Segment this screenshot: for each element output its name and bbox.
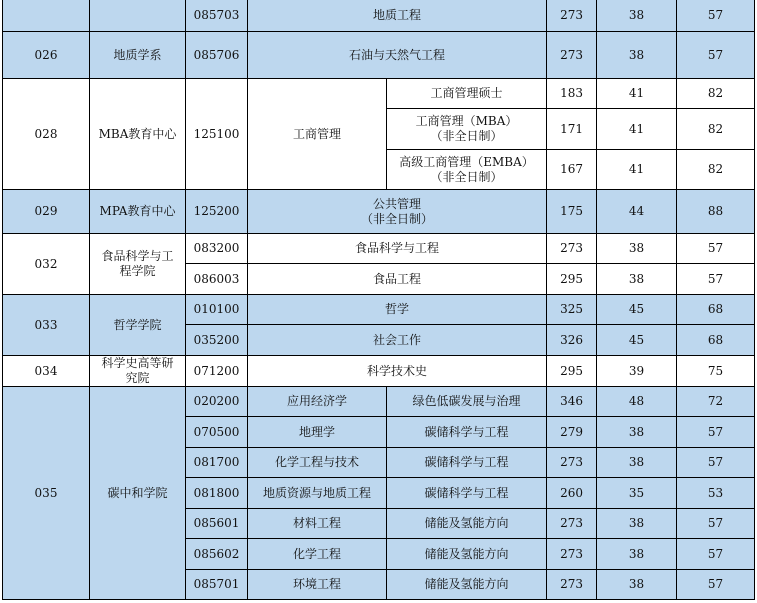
table-row (3, 79, 755, 109)
unit-name-cell: MBA教育中心 (90, 79, 186, 190)
unit-name-cell (90, 0, 186, 32)
single-150-score-cell: 53 (677, 478, 755, 509)
major-name-cell: 地理学 (248, 417, 387, 448)
direction-cell: 工商管理（MBA） （非全日制） (387, 109, 547, 150)
total-score-cell: 260 (547, 478, 597, 509)
single-100-score-cell: 38 (597, 448, 677, 478)
single-150-score-cell: 57 (677, 0, 755, 32)
total-score-cell: 273 (547, 234, 597, 264)
unit-code-cell: 029 (3, 190, 90, 234)
single-150-score-cell: 75 (677, 356, 755, 387)
total-score-cell: 295 (547, 356, 597, 387)
direction-cell: 储能及氢能方向 (387, 570, 547, 600)
major-name-cell: 科学技术史 (248, 356, 547, 387)
total-score-cell: 273 (547, 32, 597, 79)
unit-code-cell: 026 (3, 32, 90, 79)
single-100-score-cell: 41 (597, 79, 677, 109)
major-code-cell: 035200 (186, 325, 248, 356)
single-150-score-cell: 57 (677, 234, 755, 264)
total-score-cell: 175 (547, 190, 597, 234)
single-100-score-cell: 38 (597, 570, 677, 600)
score-table (2, 0, 755, 600)
major-code-cell: 125200 (186, 190, 248, 234)
unit-code-cell: 034 (3, 356, 90, 387)
major-name-cell: 化学工程 (248, 539, 387, 570)
single-100-score-cell: 38 (597, 417, 677, 448)
direction-cell: 高级工商管理（EMBA） （非全日制） (387, 150, 547, 190)
major-name-cell: 地质资源与地质工程 (248, 478, 387, 509)
direction-cell: 碳储科学与工程 (387, 448, 547, 478)
major-name-cell: 社会工作 (248, 325, 547, 356)
single-150-score-cell: 82 (677, 109, 755, 150)
total-score-cell: 171 (547, 109, 597, 150)
direction-cell: 储能及氢能方向 (387, 509, 547, 539)
total-score-cell: 295 (547, 264, 597, 295)
table-row (3, 234, 755, 264)
single-100-score-cell: 41 (597, 109, 677, 150)
major-code-cell: 070500 (186, 417, 248, 448)
single-150-score-cell: 57 (677, 417, 755, 448)
major-code-cell: 071200 (186, 356, 248, 387)
total-score-cell: 167 (547, 150, 597, 190)
major-code-cell: 083200 (186, 234, 248, 264)
total-score-cell: 273 (547, 539, 597, 570)
table-row (3, 32, 755, 79)
direction-cell: 碳储科学与工程 (387, 417, 547, 448)
table-row (3, 387, 755, 417)
single-150-score-cell: 68 (677, 325, 755, 356)
major-name-cell: 工商管理 (248, 79, 387, 190)
unit-name-cell: 地质学系 (90, 32, 186, 79)
single-150-score-cell: 57 (677, 264, 755, 295)
single-150-score-cell: 57 (677, 32, 755, 79)
table-row (3, 356, 755, 387)
single-100-score-cell: 44 (597, 190, 677, 234)
total-score-cell: 273 (547, 448, 597, 478)
unit-name-cell: 食品科学与工 程学院 (90, 234, 186, 295)
table-row (3, 190, 755, 234)
major-code-cell: 081800 (186, 478, 248, 509)
major-name-cell: 哲学 (248, 295, 547, 325)
unit-code-cell: 033 (3, 295, 90, 356)
major-code-cell: 010100 (186, 295, 248, 325)
major-name-cell: 石油与天然气工程 (248, 32, 547, 79)
direction-cell: 绿色低碳发展与治理 (387, 387, 547, 417)
major-code-cell: 020200 (186, 387, 248, 417)
single-100-score-cell: 39 (597, 356, 677, 387)
total-score-cell: 273 (547, 509, 597, 539)
major-name-cell: 环境工程 (248, 570, 387, 600)
unit-name-cell: 科学史高等研 究院 (90, 356, 186, 387)
single-100-score-cell: 41 (597, 150, 677, 190)
major-code-cell: 085602 (186, 539, 248, 570)
single-100-score-cell: 35 (597, 478, 677, 509)
single-100-score-cell: 38 (597, 234, 677, 264)
total-score-cell: 273 (547, 570, 597, 600)
total-score-cell: 279 (547, 417, 597, 448)
single-150-score-cell: 57 (677, 448, 755, 478)
single-150-score-cell: 82 (677, 79, 755, 109)
major-code-cell: 085703 (186, 0, 248, 32)
major-code-cell: 086003 (186, 264, 248, 295)
major-code-cell: 085706 (186, 32, 248, 79)
major-name-cell: 公共管理 （非全日制） (248, 190, 547, 234)
table-row (3, 0, 755, 32)
major-code-cell: 085601 (186, 509, 248, 539)
major-name-cell: 食品科学与工程 (248, 234, 547, 264)
unit-code-cell: 028 (3, 79, 90, 190)
unit-name-cell: MPA教育中心 (90, 190, 186, 234)
single-100-score-cell: 38 (597, 0, 677, 32)
total-score-cell: 325 (547, 295, 597, 325)
single-150-score-cell: 82 (677, 150, 755, 190)
single-150-score-cell: 88 (677, 190, 755, 234)
total-score-cell: 326 (547, 325, 597, 356)
single-100-score-cell: 48 (597, 387, 677, 417)
unit-code-cell: 032 (3, 234, 90, 295)
unit-code-cell (3, 0, 90, 32)
unit-name-cell: 碳中和学院 (90, 387, 186, 600)
single-100-score-cell: 45 (597, 325, 677, 356)
single-100-score-cell: 38 (597, 264, 677, 295)
single-100-score-cell: 38 (597, 539, 677, 570)
single-100-score-cell: 38 (597, 32, 677, 79)
table-row (3, 295, 755, 325)
major-code-cell: 125100 (186, 79, 248, 190)
unit-name-cell: 哲学学院 (90, 295, 186, 356)
single-150-score-cell: 68 (677, 295, 755, 325)
single-150-score-cell: 72 (677, 387, 755, 417)
major-name-cell: 化学工程与技术 (248, 448, 387, 478)
total-score-cell: 273 (547, 0, 597, 32)
single-100-score-cell: 38 (597, 509, 677, 539)
major-name-cell: 食品工程 (248, 264, 547, 295)
total-score-cell: 183 (547, 79, 597, 109)
direction-cell: 工商管理硕士 (387, 79, 547, 109)
single-150-score-cell: 57 (677, 570, 755, 600)
major-code-cell: 085701 (186, 570, 248, 600)
single-150-score-cell: 57 (677, 509, 755, 539)
unit-code-cell: 035 (3, 387, 90, 600)
major-name-cell: 材料工程 (248, 509, 387, 539)
major-name-cell: 地质工程 (248, 0, 547, 32)
direction-cell: 储能及氢能方向 (387, 539, 547, 570)
major-name-cell: 应用经济学 (248, 387, 387, 417)
single-100-score-cell: 45 (597, 295, 677, 325)
total-score-cell: 346 (547, 387, 597, 417)
single-150-score-cell: 57 (677, 539, 755, 570)
direction-cell: 碳储科学与工程 (387, 478, 547, 509)
major-code-cell: 081700 (186, 448, 248, 478)
